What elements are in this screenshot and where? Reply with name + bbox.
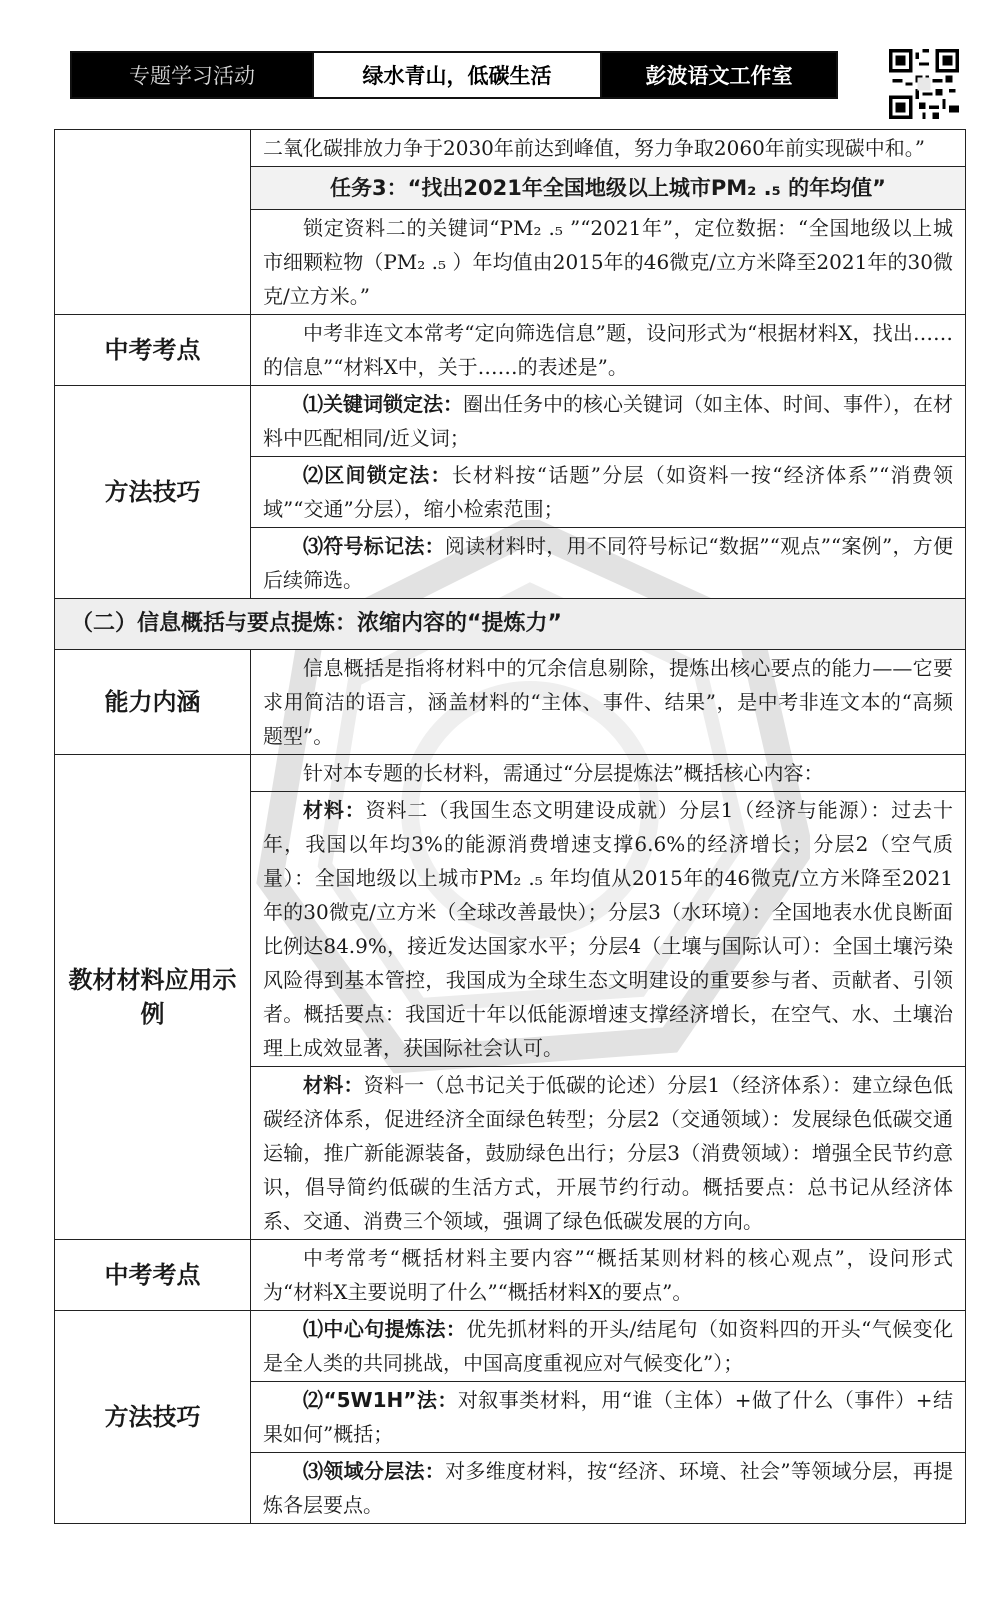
method-item bbox=[251, 528, 966, 599]
example-label: 教材材料应用示例 bbox=[55, 755, 251, 1240]
method-item-text: 阅读材料时，用不同符号标记“数据”“观点”“案例”，方便后续筛选。 bbox=[263, 534, 953, 592]
method-item bbox=[251, 1311, 966, 1382]
method-item-text: 优先抓材料的开头/结尾句（如资料四的开头“气候变化是全人类的共同挑战，中国高度重视应对气候变化”）； bbox=[263, 1317, 954, 1375]
method-item bbox=[251, 386, 966, 457]
header-studio-name: 彭波语文工作室 bbox=[602, 53, 836, 97]
exam-point-body: 中考非连文本常考“定向筛选信息”题，设问形式为“根据材料X，找出……的信息”“材料X中，关于……的表述是”。 bbox=[251, 315, 966, 386]
ability-label: 能力内涵 bbox=[55, 650, 251, 755]
exam-point-label: 中考考点 bbox=[55, 315, 251, 386]
ability-body: 信息概括是指将材料中的冗余信息剔除，提炼出核心要点的能力——它要求用简洁的语言，涵盖材料的“主体、事件、结果”，是中考非连文本的“高频题型”。 bbox=[251, 650, 966, 755]
method-item-text: 长材料按“话题”分层（如资料一按“经济体系”“消费领域”“交通”分层），缩小检索范围； bbox=[263, 463, 954, 521]
content-table bbox=[54, 129, 966, 1524]
exam-point-body: 中考常考“概括材料主要内容”“概括某则材料的核心观点”，设问形式为“材料X主要说明了什么”“概括材料X的要点”。 bbox=[251, 1240, 966, 1311]
header-topic-title: 绿水青山，低碳生活 bbox=[312, 53, 602, 97]
empty-label-cell bbox=[55, 130, 251, 315]
method-item-text: 对多维度材料，按“经济、环境、社会”等领域分层，再提炼各层要点。 bbox=[263, 1459, 954, 1517]
method-item-head: ⑶领域分层法： bbox=[303, 1459, 446, 1483]
table-row bbox=[55, 755, 966, 792]
method-item bbox=[251, 1453, 966, 1524]
table-row bbox=[55, 130, 966, 167]
example-item bbox=[251, 792, 966, 1067]
method-item-head: ⑵区间锁定法： bbox=[303, 463, 452, 487]
method-item-head: ⑵“5W1H”法： bbox=[303, 1388, 458, 1412]
task3-body: 锁定资料二的关键词“PM₂ .₅ ”“2021年”，定位数据：“全国地级以上城市细颗粒物（PM₂ .₅ ）年均值由2015年的46微克/立方米降至2021年的30微克/立方米。” bbox=[251, 210, 966, 315]
section-heading: （二）信息概括与要点提炼：浓缩内容的“提炼力” bbox=[55, 599, 966, 650]
example-intro: 针对本专题的长材料，需通过“分层提炼法”概括核心内容： bbox=[251, 755, 966, 792]
example-item bbox=[251, 1067, 966, 1240]
example-item-text: 资料一（总书记关于低碳的论述）分层1（经济体系）：建立绿色低碳经济体系，促进经济全面绿色转型；分层2（交通领域）：发展绿色低碳交通运输，推广新能源装备，鼓励绿色出行；分层3（消费领域）：增强全民节约意识，倡导简约低碳的生活方式，开展节约行动。概括要点：总书记从经济体系、交通、消费三个领域，强调了绿色低碳发展的方向。 bbox=[263, 1073, 953, 1233]
method-item-text: 圈出任务中的核心关键词（如主体、时间、事件），在材料中匹配相同/近义词； bbox=[263, 392, 953, 450]
method-item-head: ⑶符号标记法： bbox=[303, 534, 445, 558]
header-bar bbox=[70, 51, 838, 99]
table-row bbox=[55, 1240, 966, 1311]
example-item-head: 材料： bbox=[303, 798, 366, 822]
intro-tail-text: 二氧化碳排放力争于2030年前达到峰值，努力争取2060年前实现碳中和。” bbox=[251, 130, 966, 167]
example-item-head: 材料： bbox=[303, 1073, 364, 1097]
task3-title: 任务3：“找出2021年全国地级以上城市PM₂ .₅ 的年均值” bbox=[251, 167, 966, 210]
example-item-text: 资料二（我国生态文明建设成就）分层1（经济与能源）：过去十年，我国以年均3%的能源消费增速支撑6.6%的经济增长；分层2（空气质量）：全国地级以上城市PM₂ .₅ 年均值从2015年的46微克/立方米降至2021年的30微克/立方米（全球改善最快）；分层3（水环境）：全国地表水优良断面比例达84.9%，接近发达国家水平；分层4（土壤与国际认可）：全国土壤污染风险得到基本管控，我国成为全球生态文明建设的重要参与者、贡献者、引领者。概括要点：我国近十年以低能源增速支撑经济增长，在空气、水、土壤治理上成效显著，获国际社会认可。 bbox=[263, 798, 953, 1060]
method-label: 方法技巧 bbox=[55, 1311, 251, 1524]
method-item bbox=[251, 1382, 966, 1453]
table-row bbox=[55, 599, 966, 650]
method-label: 方法技巧 bbox=[55, 386, 251, 599]
method-item-head: ⑴中心句提炼法： bbox=[303, 1317, 467, 1341]
table-row bbox=[55, 386, 966, 457]
method-item bbox=[251, 457, 966, 528]
qr-code-icon bbox=[889, 49, 959, 119]
header-activity-label: 专题学习活动 bbox=[72, 53, 312, 97]
table-row bbox=[55, 650, 966, 755]
method-item-text: 对叙事类材料，用“谁（主体）+做了什么（事件）+结果如何”概括； bbox=[263, 1388, 953, 1446]
method-item-head: ⑴关键词锁定法： bbox=[303, 392, 463, 416]
exam-point-label: 中考考点 bbox=[55, 1240, 251, 1311]
table-row bbox=[55, 1311, 966, 1382]
table-row bbox=[55, 315, 966, 386]
